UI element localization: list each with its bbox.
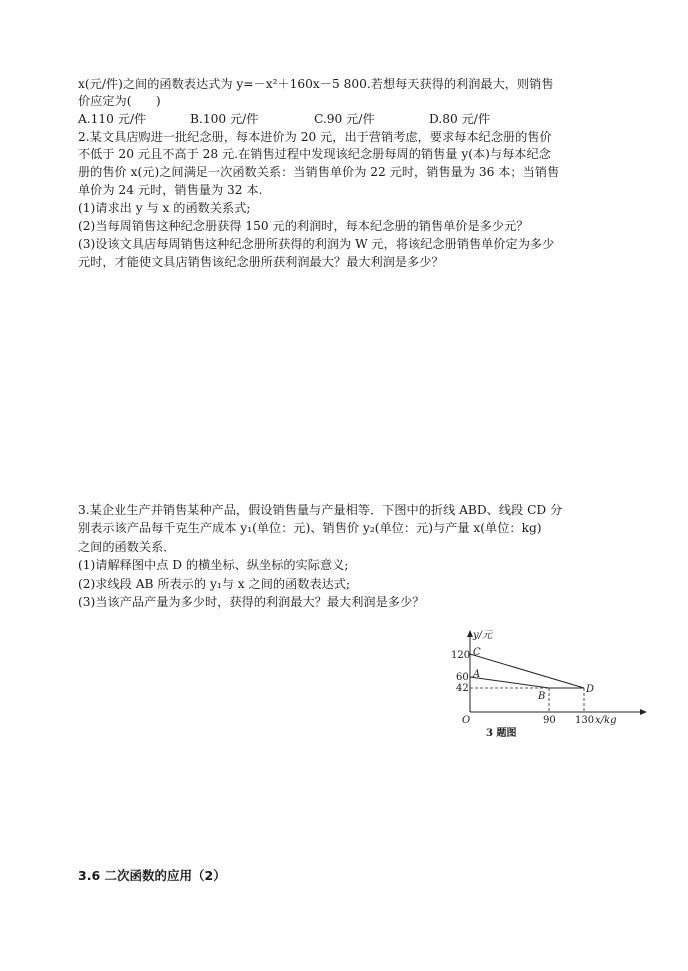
x-tick-130: 130 [575, 715, 595, 726]
segment-cd [470, 654, 584, 688]
q1-line-1: x(元/件)之间的函数表达式为 y=－x²＋160x－5 800.若想每天获得的利润最大，则销售 [78, 77, 554, 91]
q1-option-b: B.100 元/件 [190, 112, 259, 126]
point-b-label: B [538, 691, 546, 702]
y-tick-42: 42 [456, 683, 469, 694]
point-a-label: A [473, 669, 481, 680]
q3-part-3: (3)当该产品产量为多少时，获得的利润最大？最大利润是多少？ [78, 595, 425, 609]
point-c-label: C [473, 647, 481, 658]
y-tick-60: 60 [456, 672, 469, 683]
q3-graph [448, 628, 648, 738]
q1-option-a: A.110 元/件 [78, 112, 147, 126]
q1-option-d: D.80 元/件 [429, 112, 491, 126]
q2-part-2: (2)当每周销售这种纪念册获得 150 元的利润时，每本纪念册的销售单价是多少元？ [78, 219, 529, 233]
y-axis-label: y/元 [473, 630, 493, 641]
origin-label: O [462, 715, 471, 726]
q2-part-3b: 元时，才能使文具店销售该纪念册所获利润最大？最大利润是多少？ [78, 255, 444, 269]
q1-line-2: 价应定为( ) [78, 94, 161, 108]
q3-part-2: (2)求线段 AB 所表示的 y₁与 x 之间的函数表达式; [78, 577, 351, 591]
q3-line-3: 之间的函数关系． [78, 540, 176, 554]
q3-figure [448, 628, 648, 742]
q1-option-c: C.90 元/件 [314, 112, 375, 126]
q2-line-4: 单价为 24 元时，销售量为 32 本. [78, 183, 263, 197]
q2-line-2: 不低于 20 元且不高于 28 元.在销售过程中发现该纪念册每周的销售量 y(本)与每本纪念 [78, 147, 551, 161]
q3-line-2: 别表示该产品每千克生产成本 y₁(单位：元)、销售价 y₂(单位：元)与产量 x(单位：kg) [78, 521, 542, 535]
x-axis-label: x/kg [595, 715, 617, 726]
q3-line-1: 3.某企业生产并销售某种产品，假设销售量与产量相等．下图中的折线 ABD、线段 CD 分 [78, 503, 563, 517]
q3-part-1: (1)请解释图中点 D 的横坐标、纵坐标的实际意义; [78, 558, 349, 572]
q2-line-1: 2.某文具店购进一批纪念册，每本进价为 20 元，出于营销考虑，要求每本纪念册的售价 [78, 130, 552, 144]
q2-part-1: (1)请求出 y 与 x 的函数关系式; [78, 201, 251, 215]
figure-caption: 3 题图 [486, 728, 517, 738]
y-tick-120: 120 [451, 650, 471, 661]
point-d-label: D [586, 684, 595, 695]
q2-line-3: 册的售价 x(元)之间满足一次函数关系：当销售单价为 22 元时，销售量为 36 本；当销售 [78, 165, 560, 179]
section-heading: 3.6 二次函数的应用（2） [78, 868, 226, 883]
x-axis-arrow [640, 709, 647, 715]
x-tick-90: 90 [543, 715, 556, 726]
q2-part-3a: (3)设该文具店每周销售这种纪念册所获得的利润为 W 元，将该纪念册销售单价定为多少 [78, 237, 555, 251]
